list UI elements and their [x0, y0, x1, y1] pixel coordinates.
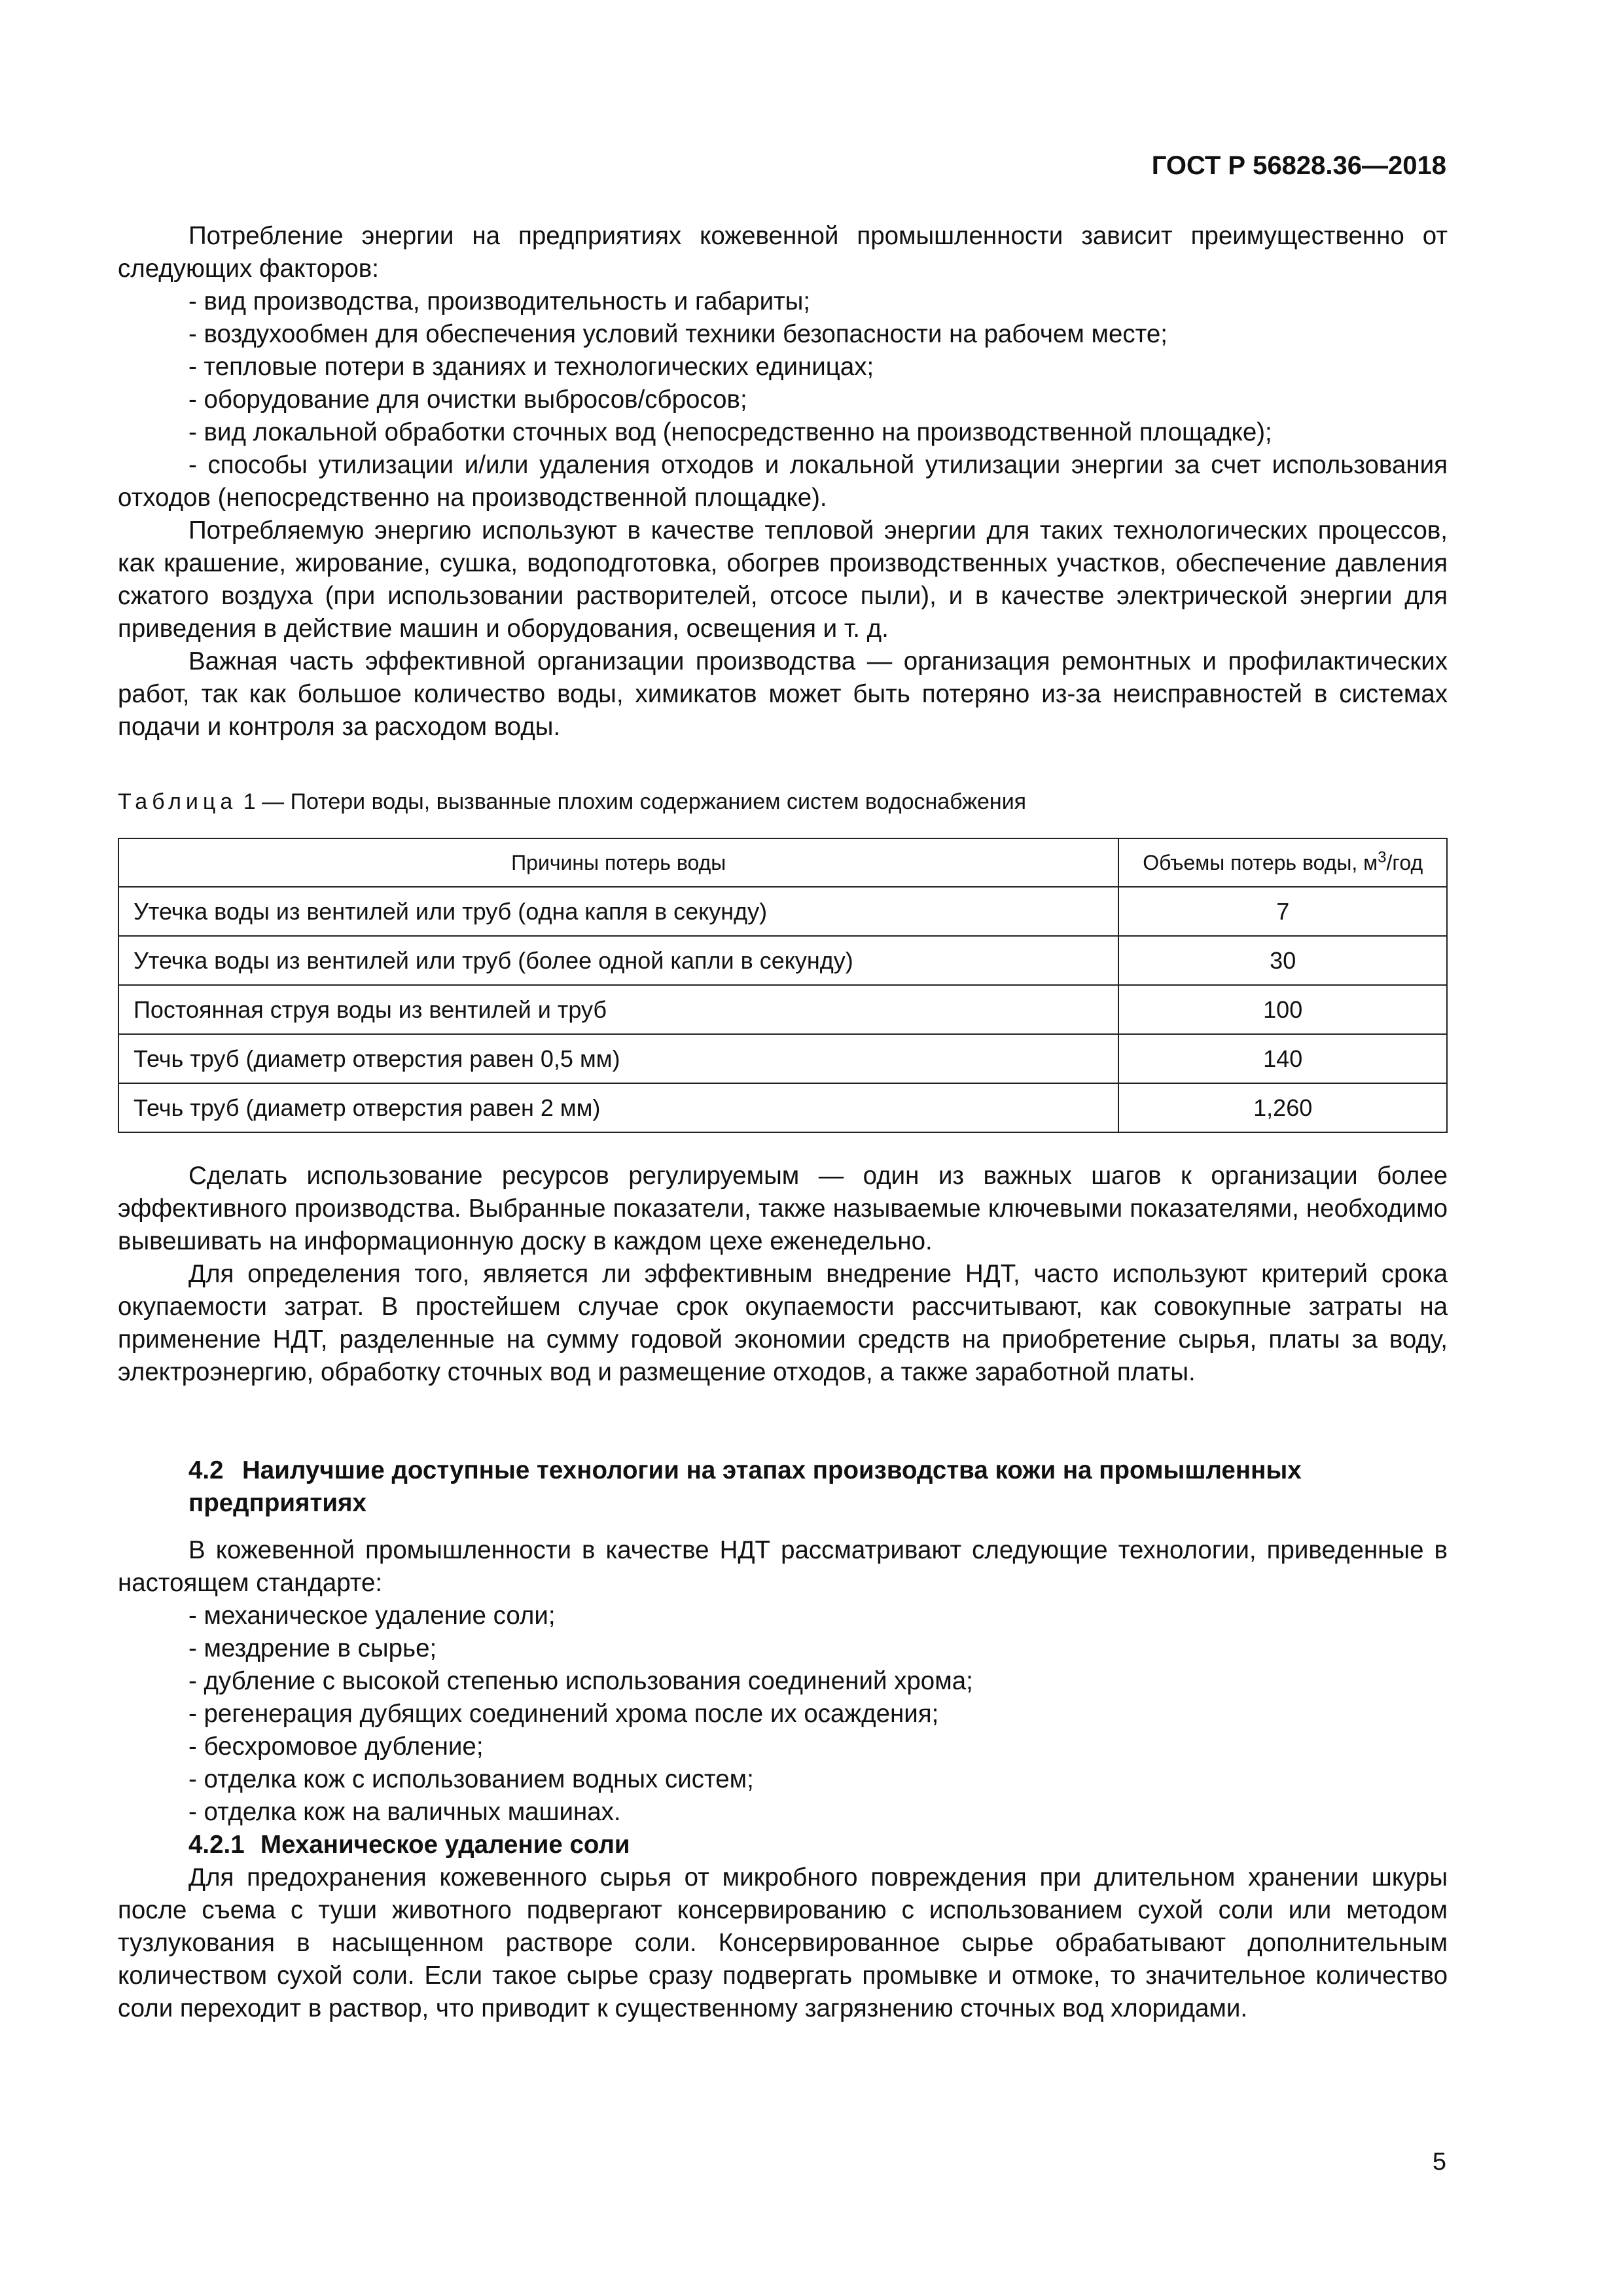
list-item: - отделка кож на валичных машинах.: [188, 1798, 621, 1826]
table-caption: [118, 787, 1448, 816]
paragraph: Потребляемую энергию используют в качестве тепловой энергии для таких технологических процессов, как крашение, жирование, сушка, водоподготовка, обогрев производственных участков, обеспечение давления сжатого воздуха (при использовании растворителей, отсосе пыли), и в качестве электрической энергии для приведения в действие машин и оборудования, освещения и т. д.: [118, 516, 1448, 643]
list-item: - отделка кож с использованием водных систем;: [188, 1765, 754, 1793]
list-item: - бесхромовое дубление;: [188, 1732, 484, 1761]
list-item: - регенерация дубящих соединений хрома после их осаждения;: [188, 1700, 939, 1728]
paragraph: Для предохранения кожевенного сырья от микробного повреждения при длительном хранении шкуры после съема с туши животного подвергают консервированию с использованием сухой соли или методом тузлукования в насыщенном растворе соли. Консервированное сырье обрабатывают дополнительным количеством сухой соли. Если такое сырье сразу подвергать промывке и отмоке, то значительное количество соли переходит в раствор, что приводит к существенному загрязнению сточных вод хлоридами.: [118, 1863, 1448, 2022]
table-row: [118, 887, 1447, 936]
water-loss-table: [118, 838, 1448, 1133]
list-item: - мездрение в сырье;: [188, 1634, 437, 1662]
list-item: - воздухообмен для обеспечения условий техники безопасности на рабочем месте;: [188, 320, 1168, 348]
list-item: - тепловые потери в зданиях и технологических единицах;: [188, 353, 874, 381]
volume-cell: 7: [1118, 887, 1447, 936]
cause-cell: Течь труб (диаметр отверстия равен 0,5 мм): [118, 1034, 1118, 1083]
intro-section: [118, 220, 1448, 744]
cause-cell: Постоянная струя воды из вентилей и труб: [118, 985, 1118, 1034]
list-item: - дубление с высокой степенью использования соединений хрома;: [188, 1667, 973, 1695]
volume-cell: 140: [1118, 1034, 1447, 1083]
section-heading: 4.2 Наилучшие доступные технологии на этапах производства кожи на промышленных предприятиях: [188, 1456, 1302, 1517]
list-item: - способы утилизации и/или удаления отходов и локальной утилизации энергии за счет использования отходов (непосредственно на производственной площадке).: [118, 451, 1448, 512]
paragraph: Важная часть эффективной организации производства — организация ремонтных и профилактических работ, так как большое количество воды, химикатов может быть потеряно из-за неисправностей в системах подачи и контроля за расходом воды.: [118, 647, 1448, 741]
list-item: - механическое удаление соли;: [188, 1602, 556, 1630]
cause-cell: Утечка воды из вентилей или труб (одна капля в секунду): [118, 887, 1118, 936]
volume-cell: 100: [1118, 985, 1447, 1034]
column-header-volumes: Объемы потерь воды, $м^3$/год: [1118, 838, 1447, 887]
list-item: - вид производства, производительность и габариты;: [188, 287, 811, 315]
table-row: [118, 985, 1447, 1034]
table-header-row: [118, 838, 1447, 887]
table-caption-label: Таблица: [118, 789, 238, 814]
table-caption-text: 1 — Потери воды, вызванные плохим содержанием систем водоснабжения: [243, 789, 1027, 814]
list-item: - вид локальной обработки сточных вод (непосредственно на производственной площадке);: [188, 418, 1272, 446]
paragraph: Потребление энергии на предприятиях кожевенной промышленности зависит преимущественно от следующих факторов:: [118, 222, 1448, 283]
cause-cell: Утечка воды из вентилей или труб (более одной капли в секунду): [118, 936, 1118, 985]
table-row: [118, 1083, 1447, 1132]
after-table-section: [118, 1160, 1448, 1389]
page-number: 5: [1432, 2148, 1446, 2176]
subsection-heading: 4.2.1 Механическое удаление соли: [188, 1831, 630, 1859]
table-row: [118, 1034, 1447, 1083]
paragraph: Для определения того, является ли эффективным внедрение НДТ, часто используют критерий срока окупаемости затрат. В простейшем случае срок окупаемости рассчитывают, как совокупные затраты на применение НДТ, разделенные на сумму годовой экономии средств на приобретение сырья, платы за воду, электроэнергию, обработку сточных вод и размещение отходов, а также заработной платы.: [118, 1260, 1448, 1386]
list-item: - оборудование для очистки выбросов/сбросов;: [188, 386, 747, 414]
paragraph: Сделать использование ресурсов регулируемым — один из важных шагов к организации более эффективного производства. Выбранные показатели, также называемые ключевыми показателями, необходимо вывешивать на информационную доску в каждом цехе еженедельно.: [118, 1162, 1448, 1255]
table-row: [118, 936, 1447, 985]
paragraph: В кожевенной промышленности в качестве НДТ рассматривают следующие технологии, приведенные в настоящем стандарте:: [118, 1536, 1448, 1597]
section-4-2: [118, 1454, 1448, 2025]
volume-cell: 30: [1118, 936, 1447, 985]
column-header-causes: Причины потерь воды: [118, 838, 1118, 887]
volume-cell: 1,260: [1118, 1083, 1447, 1132]
cause-cell: Течь труб (диаметр отверстия равен 2 мм): [118, 1083, 1118, 1132]
standard-id: ГОСТ Р 56828.36—2018: [1151, 151, 1446, 180]
